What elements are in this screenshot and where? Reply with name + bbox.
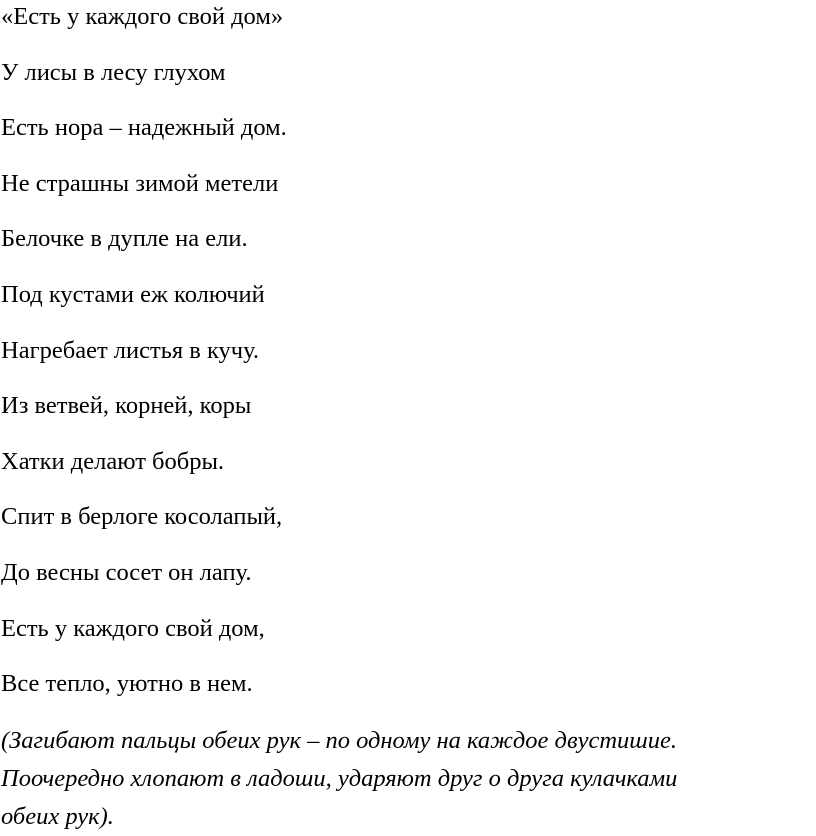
poem-line: Из ветвей, корней, коры bbox=[1, 392, 252, 420]
poem-line: Спит в берлоге косолапый, bbox=[1, 503, 283, 531]
poem-line: Все тепло, уютно в нем. bbox=[1, 670, 253, 698]
poem-title: «Есть у каждого свой дом» bbox=[1, 3, 284, 30]
poem-line: У лисы в лесу глухом bbox=[1, 58, 226, 86]
instruction-line: (Загибают пальцы обеих рук – по одному на каждое двустишие. bbox=[1, 726, 678, 754]
instruction-line: обеих рук). bbox=[1, 802, 114, 830]
poem-line: Есть у каждого свой дом, bbox=[1, 614, 265, 642]
poem-line: Хатки делают бобры. bbox=[1, 447, 225, 475]
poem-line: Есть нора – надежный дом. bbox=[1, 114, 287, 142]
poem-line: Не страшны зимой метели bbox=[1, 169, 279, 197]
poem-document bbox=[1, 0, 813, 836]
instruction-note bbox=[1, 722, 813, 836]
poem-line: Под кустами еж колючий bbox=[1, 280, 265, 308]
poem-line: Белочке в дупле на ели. bbox=[1, 225, 248, 253]
instruction-line: Поочередно хлопают в ладоши, ударяют друг о друга кулачками bbox=[1, 764, 678, 792]
poem-line: До весны сосет он лапу. bbox=[1, 558, 252, 586]
poem-line: Нагребает листья в кучу. bbox=[1, 336, 260, 364]
